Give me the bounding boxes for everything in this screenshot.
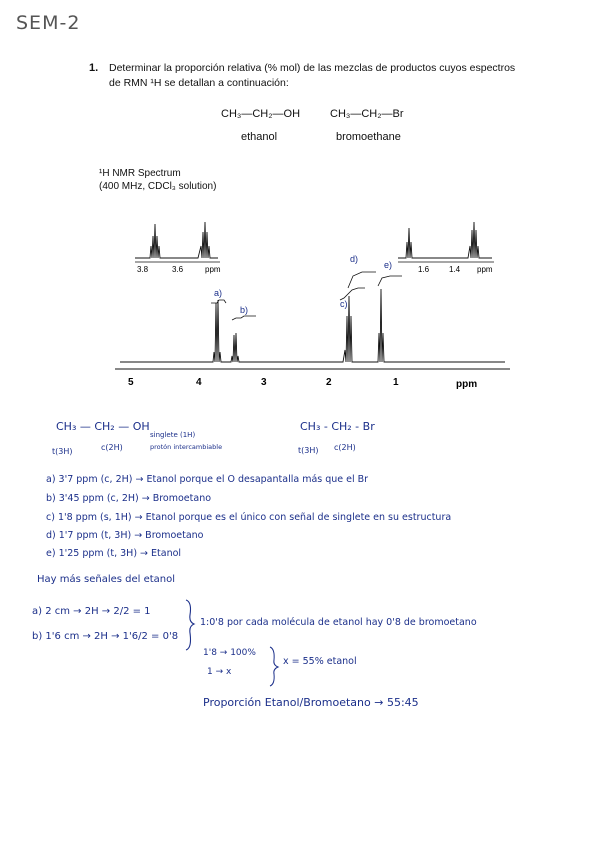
assignment-b: b) 3'45 ppm (c, 2H) → Bromoetano xyxy=(46,493,212,504)
axis-tick-3: 3 xyxy=(261,377,267,388)
ethanol-name: ethanol xyxy=(241,131,278,143)
ethanol-formula: CH₃—CH₂—OH xyxy=(221,108,301,120)
peak-label-a: a) xyxy=(214,288,223,298)
inset-right-unit: ppm xyxy=(477,265,493,274)
assignment-d: d) 1'7 ppm (t, 3H) → Bromoetano xyxy=(46,530,204,541)
ratio-note: 1:0'8 por cada molécula de etanol hay 0'8 de bromoetano xyxy=(200,617,477,628)
axis-tick-4: 4 xyxy=(196,377,202,388)
ethanol-sketch: CH₃ — CH₂ — OH xyxy=(56,420,150,433)
ethanol-sketch-c: c(2H) xyxy=(101,443,123,452)
spectrum-title: ¹H NMR Spectrum xyxy=(99,168,181,179)
inset-right-tick-1: 1.6 xyxy=(418,265,430,274)
peak-label-b: b) xyxy=(240,305,249,315)
assignment-e: e) 1'25 ppm (t, 3H) → Etanol xyxy=(46,548,182,559)
bromo-sketch: CH₃ - CH₂ - Br xyxy=(300,420,375,433)
header-tag: SEM-2 xyxy=(16,12,81,34)
ethanol-sketch-proton: protón intercambiable xyxy=(150,443,223,451)
bromo-sketch-t: t(3H) xyxy=(298,446,319,455)
inset-left-tick-2: 3.6 xyxy=(172,265,184,274)
rule-of-three-1: 1'8 → 100% xyxy=(203,648,256,658)
assignment-a: a) 3'7 ppm (c, 2H) → Etanol porque el O desapantalla más que el Br xyxy=(46,474,369,485)
inset-left-unit: ppm xyxy=(205,265,221,274)
peak-label-d: d) xyxy=(350,254,359,264)
calc-b: b) 1'6 cm → 2H → 1'6/2 = 0'8 xyxy=(32,631,179,642)
axis-tick-5: 5 xyxy=(128,377,134,388)
bromoethane-name: bromoethane xyxy=(336,131,401,143)
axis-tick-1: 1 xyxy=(393,377,399,388)
final-proportion: Proporción Etanol/Bromoetano → 55:45 xyxy=(203,696,419,709)
question-line-1: Determinar la proporción relativa (% mol) de las mezclas de productos cuyos espectros xyxy=(109,62,516,74)
inset-right-tick-2: 1.4 xyxy=(449,265,461,274)
calc-a: a) 2 cm → 2H → 2/2 = 1 xyxy=(32,606,151,617)
inset-left-tick-1: 3.8 xyxy=(137,265,149,274)
ethanol-sketch-t: t(3H) xyxy=(52,447,73,456)
axis-unit: ppm xyxy=(456,379,478,390)
spectrum-subtitle: (400 MHz, CDCl₃ solution) xyxy=(99,181,217,192)
peak-label-c: c) xyxy=(340,299,348,309)
bromo-sketch-c: c(2H) xyxy=(334,443,356,452)
axis-tick-2: 2 xyxy=(326,377,332,388)
bromoethane-formula: CH₃—CH₂—Br xyxy=(330,108,404,120)
rule-of-three-2: 1 → x xyxy=(207,667,232,677)
question-number: 1. xyxy=(89,62,99,74)
question-line-2: de RMN ¹H se detallan a continuación: xyxy=(109,77,289,89)
ethanol-sketch-singlet: singlete (1H) xyxy=(150,431,196,439)
peak-label-e: e) xyxy=(384,260,393,270)
result-percentage: x = 55% etanol xyxy=(283,656,357,667)
assignment-c: c) 1'8 ppm (s, 1H) → Etanol porque es el único con señal de singlete en su estructura xyxy=(46,512,452,523)
more-signals-note: Hay más señales del etanol xyxy=(37,574,176,585)
